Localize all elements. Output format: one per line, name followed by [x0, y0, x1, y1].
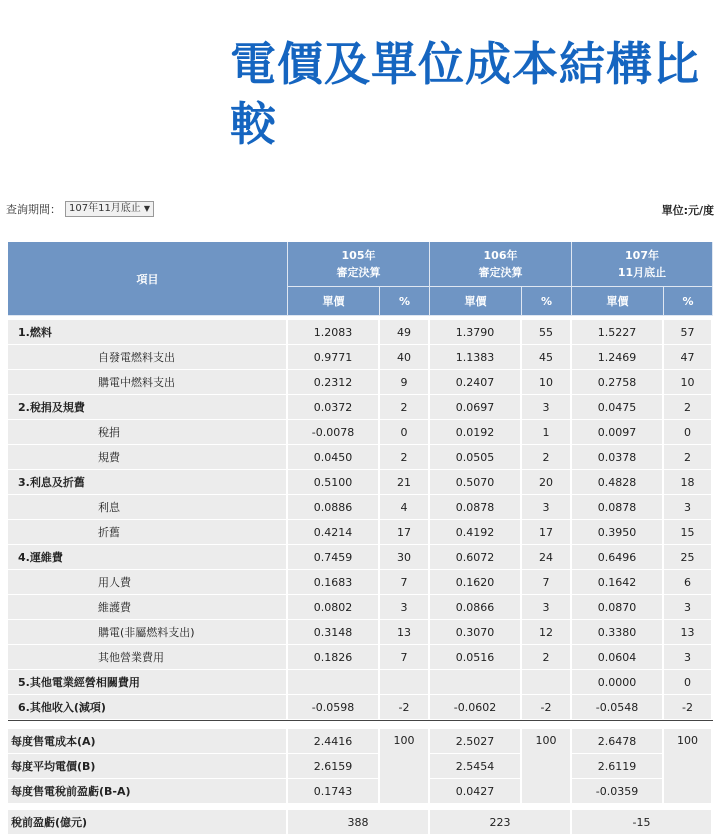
table-row [8, 495, 713, 520]
unit-price-cell: 0.9771 [288, 345, 380, 370]
percent-cell: 47 [664, 345, 713, 370]
period-select[interactable] [65, 201, 154, 217]
unit-price-cell: 0.0878 [572, 495, 664, 520]
query-label: 查詢期間： [6, 203, 61, 216]
row-label: 稅捐 [8, 420, 288, 445]
price-col-header: 單價 [430, 287, 522, 316]
percent-cell: 24 [522, 545, 572, 570]
summary-value-cell: 2.5027 [430, 729, 522, 754]
row-label: 5.其他電業經營相關費用 [8, 670, 288, 695]
percent-cell: 2 [664, 445, 713, 470]
summary-row [8, 729, 713, 754]
percent-cell: 2 [522, 445, 572, 470]
unit-price-cell: 0.3380 [572, 620, 664, 645]
percent-cell: -2 [522, 695, 572, 720]
pct-col-header: % [380, 287, 430, 316]
unit-price-cell: 0.0450 [288, 445, 380, 470]
item-header: 項目 [8, 242, 288, 316]
unit-price-cell: 0.0097 [572, 420, 664, 445]
percent-cell: 15 [664, 520, 713, 545]
percent-cell: 3 [522, 395, 572, 420]
unit-price-cell: 0.0378 [572, 445, 664, 470]
percent-cell: 10 [664, 370, 713, 395]
row-label: 6.其他收入(減項) [8, 695, 288, 720]
pct-col-header: % [664, 287, 713, 316]
percent-cell: 57 [664, 320, 713, 345]
percent-cell: 3 [380, 595, 430, 620]
unit-price-cell: 0.5070 [430, 470, 522, 495]
row-label: 用人費 [8, 570, 288, 595]
percent-cell: 9 [380, 370, 430, 395]
percent-cell: 13 [380, 620, 430, 645]
unit-price-cell: 0.7459 [288, 545, 380, 570]
percent-cell: 17 [522, 520, 572, 545]
percent-cell: 3 [664, 495, 713, 520]
percent-cell: 6 [664, 570, 713, 595]
summary-label: 每度平均電價(B) [8, 754, 288, 779]
row-label: 4.運維費 [8, 545, 288, 570]
unit-price-cell: 0.0886 [288, 495, 380, 520]
percent-cell: 0 [664, 420, 713, 445]
unit-price-cell: 1.3790 [430, 320, 522, 345]
profit-value-cell: 388 [288, 810, 430, 835]
percent-cell: -2 [664, 695, 713, 720]
percent-cell: 12 [522, 620, 572, 645]
summary-label: 每度售電成本(A) [8, 729, 288, 754]
summary-row [8, 779, 713, 804]
summary-percent-cell: 100 [380, 729, 430, 804]
summary-value-cell: 2.4416 [288, 729, 380, 754]
summary-value-cell: 2.5454 [430, 754, 522, 779]
table-row [8, 320, 713, 345]
unit-price-cell: 0.0505 [430, 445, 522, 470]
summary-value-cell: 2.6478 [572, 729, 664, 754]
summary-row [8, 754, 713, 779]
percent-cell: 55 [522, 320, 572, 345]
period-header: 105年 審定決算 [288, 242, 430, 287]
summary-value-cell: 2.6119 [572, 754, 664, 779]
percent-cell: 3 [522, 595, 572, 620]
summary-percent-cell: 100 [664, 729, 713, 804]
unit-price-cell: 0.4214 [288, 520, 380, 545]
percent-cell: 2 [380, 445, 430, 470]
row-label: 規費 [8, 445, 288, 470]
unit-price-cell: 0.2758 [572, 370, 664, 395]
row-label: 自發電燃料支出 [8, 345, 288, 370]
summary-percent-cell: 100 [522, 729, 572, 804]
dropdown-arrow-icon: ▼ [143, 204, 150, 213]
summary-value-cell: 0.1743 [288, 779, 380, 804]
table-row [8, 620, 713, 645]
percent-cell: 3 [664, 595, 713, 620]
unit-price-cell: 1.1383 [430, 345, 522, 370]
percent-cell: 3 [664, 645, 713, 670]
unit-price-cell: 0.3148 [288, 620, 380, 645]
table-row [8, 695, 713, 720]
percent-cell: 18 [664, 470, 713, 495]
unit-price-cell: 0.0697 [430, 395, 522, 420]
period-header: 106年 審定決算 [430, 242, 572, 287]
unit-price-cell: 0.0000 [572, 670, 664, 695]
profit-value-cell: -15 [572, 810, 713, 835]
unit-price-cell: 0.3070 [430, 620, 522, 645]
table-row [8, 670, 713, 695]
unit-label: 單位:元/度 [661, 204, 714, 217]
price-col-header: 單價 [288, 287, 380, 316]
unit-price-cell: 0.0870 [572, 595, 664, 620]
percent-cell: 3 [522, 495, 572, 520]
unit-price-cell: 0.0866 [430, 595, 522, 620]
percent-cell [380, 670, 430, 695]
percent-cell: 4 [380, 495, 430, 520]
unit-price-cell: -0.0548 [572, 695, 664, 720]
unit-price-cell: 0.6496 [572, 545, 664, 570]
table-row [8, 470, 713, 495]
percent-cell: 30 [380, 545, 430, 570]
row-label: 1.燃料 [8, 320, 288, 345]
percent-cell: -2 [380, 695, 430, 720]
unit-price-cell: 0.3950 [572, 520, 664, 545]
table-row [8, 370, 713, 395]
row-label: 利息 [8, 495, 288, 520]
percent-cell: 2 [522, 645, 572, 670]
table-row [8, 570, 713, 595]
unit-price-cell: -0.0602 [430, 695, 522, 720]
period-header: 107年 11月底止 [572, 242, 713, 287]
price-col-header: 單價 [572, 287, 664, 316]
summary-value-cell: 2.6159 [288, 754, 380, 779]
percent-cell: 2 [380, 395, 430, 420]
profit-row [8, 810, 713, 835]
unit-price-cell: 0.0802 [288, 595, 380, 620]
table-row [8, 520, 713, 545]
percent-cell: 10 [522, 370, 572, 395]
table-row [8, 545, 713, 570]
pct-col-header: % [522, 287, 572, 316]
row-label: 3.利息及折舊 [8, 470, 288, 495]
percent-cell: 0 [380, 420, 430, 445]
unit-price-cell: 0.1683 [288, 570, 380, 595]
row-label: 折舊 [8, 520, 288, 545]
row-label: 購電中燃料支出 [8, 370, 288, 395]
row-label: 其他營業費用 [8, 645, 288, 670]
unit-price-cell: 0.4828 [572, 470, 664, 495]
summary-value-cell: -0.0359 [572, 779, 664, 804]
table-row [8, 445, 713, 470]
unit-price-cell: 1.5227 [572, 320, 664, 345]
summary-label: 每度售電稅前盈虧(B-A) [8, 779, 288, 804]
table-row [8, 420, 713, 445]
percent-cell: 7 [380, 645, 430, 670]
unit-price-cell [430, 670, 522, 695]
row-label: 維護費 [8, 595, 288, 620]
unit-price-cell: 0.1642 [572, 570, 664, 595]
percent-cell: 45 [522, 345, 572, 370]
percent-cell: 7 [380, 570, 430, 595]
unit-price-cell: 0.0878 [430, 495, 522, 520]
row-label: 購電(非屬燃料支出) [8, 620, 288, 645]
unit-price-cell [288, 670, 380, 695]
unit-price-cell: 0.0475 [572, 395, 664, 420]
percent-cell: 25 [664, 545, 713, 570]
row-label: 2.稅捐及規費 [8, 395, 288, 420]
profit-value-cell: 223 [430, 810, 572, 835]
unit-price-cell: 1.2083 [288, 320, 380, 345]
unit-price-cell: 0.0192 [430, 420, 522, 445]
period-select-value: 107年11月底止 [69, 203, 141, 214]
percent-cell: 49 [380, 320, 430, 345]
unit-price-cell: 0.1826 [288, 645, 380, 670]
percent-cell [522, 670, 572, 695]
unit-price-cell: 0.1620 [430, 570, 522, 595]
table-row [8, 645, 713, 670]
unit-price-cell: 0.0372 [288, 395, 380, 420]
percent-cell: 17 [380, 520, 430, 545]
summary-value-cell: 0.0427 [430, 779, 522, 804]
percent-cell: 7 [522, 570, 572, 595]
percent-cell: 0 [664, 670, 713, 695]
unit-price-cell: 0.2407 [430, 370, 522, 395]
page-title: 電價及單位成本結構比較 [230, 37, 700, 151]
unit-price-cell: 1.2469 [572, 345, 664, 370]
unit-price-cell: 0.6072 [430, 545, 522, 570]
percent-cell: 20 [522, 470, 572, 495]
percent-cell: 21 [380, 470, 430, 495]
unit-price-cell: 0.4192 [430, 520, 522, 545]
percent-cell: 1 [522, 420, 572, 445]
table-row [8, 395, 713, 420]
percent-cell: 13 [664, 620, 713, 645]
profit-label: 稅前盈虧(億元) [8, 810, 288, 835]
unit-price-cell: 0.2312 [288, 370, 380, 395]
table-row [8, 345, 713, 370]
query-period [6, 201, 154, 217]
unit-price-cell: 0.5100 [288, 470, 380, 495]
unit-price-cell: 0.0604 [572, 645, 664, 670]
unit-price-cell: -0.0078 [288, 420, 380, 445]
percent-cell: 2 [664, 395, 713, 420]
unit-price-cell: 0.0516 [430, 645, 522, 670]
table-row [8, 595, 713, 620]
cost-structure-table [8, 242, 713, 835]
unit-price-cell: -0.0598 [288, 695, 380, 720]
percent-cell: 40 [380, 345, 430, 370]
